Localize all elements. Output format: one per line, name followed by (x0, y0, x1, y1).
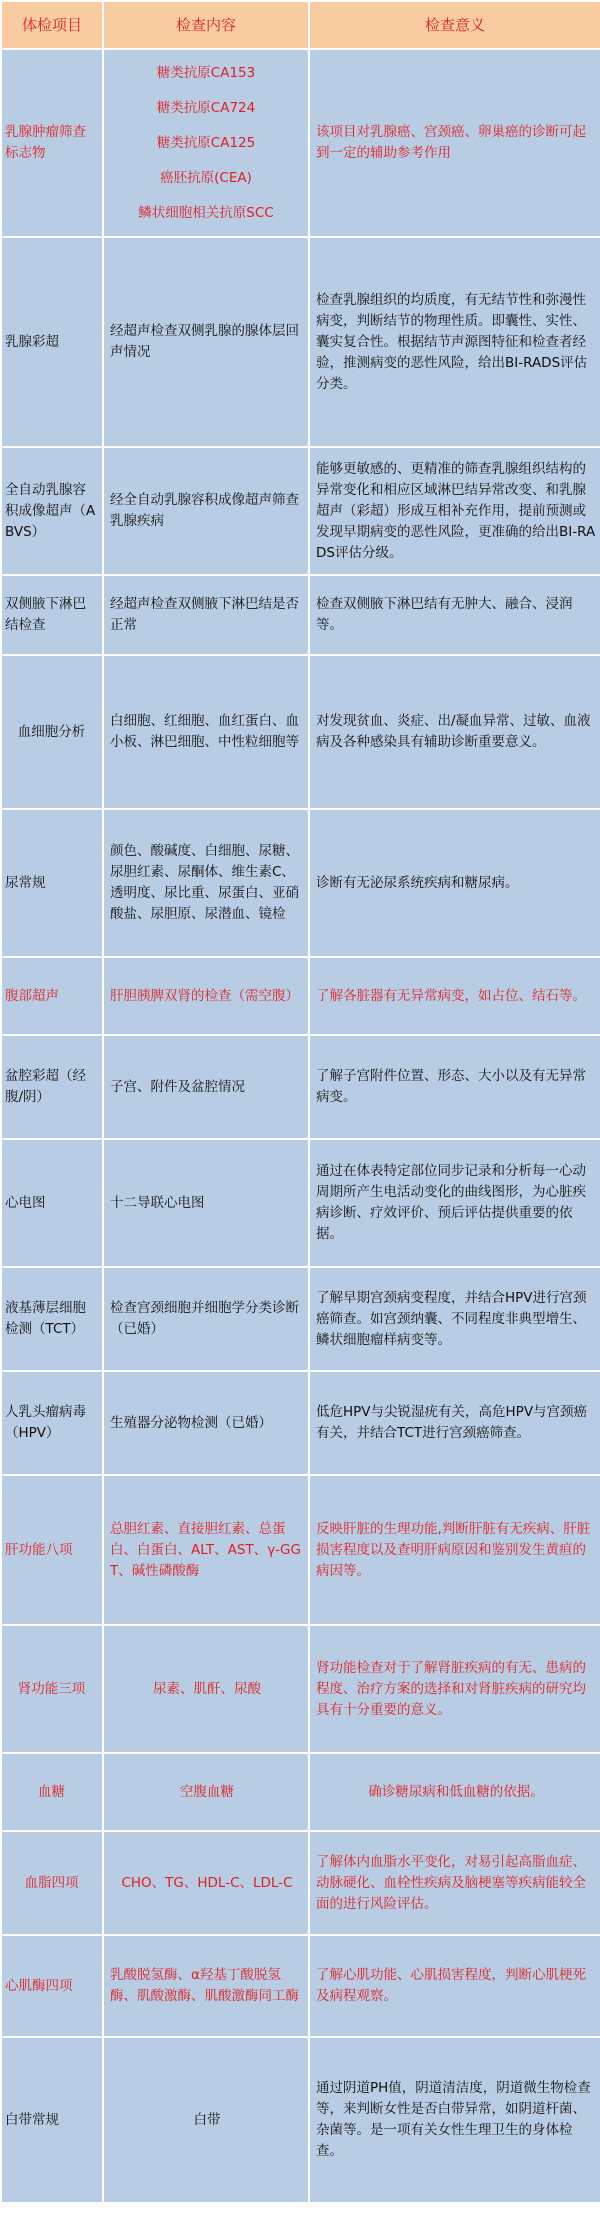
row-item: 血脂四项 (1, 1831, 103, 1935)
table-row (1, 1935, 600, 2037)
row-content: 子宫、附件及盆腔情况 (103, 1035, 309, 1139)
table-row (1, 1371, 600, 1475)
row-item: 血糖 (1, 1753, 103, 1831)
row-content: 十二导联心电图 (103, 1139, 309, 1267)
row-meaning: 诊断有无泌尿系统疾病和糖尿病。 (309, 809, 600, 957)
table-header-row (1, 1, 600, 49)
table-row (1, 1139, 600, 1267)
row-item: 白带常规 (1, 2037, 103, 2203)
table-row (1, 1753, 600, 1831)
tumor-marker: 糖类抗原CA125 (156, 134, 256, 151)
header-item: 体检项目 (1, 1, 103, 49)
row-item: 液基薄层细胞检测（TCT） (1, 1267, 103, 1371)
row-item: 心电图 (1, 1139, 103, 1267)
row-meaning: 了解心肌功能、心肌损害程度，判断心肌梗死及病程观察。 (309, 1935, 600, 2037)
row-item: 双侧腋下淋巴结检查 (1, 575, 103, 655)
row-meaning: 了解各脏器有无异常病变，如占位、结石等。 (309, 957, 600, 1035)
row-meaning: 低危HPV与尖锐湿疣有关，高危HPV与宫颈癌有关，并结合TCT进行宫颈癌筛查。 (309, 1371, 600, 1475)
row-content: 白细胞、红细胞、血红蛋白、血小板、淋巴细胞、中性粒细胞等 (103, 655, 309, 809)
row-item: 肝功能八项 (1, 1475, 103, 1625)
tumor-marker: 鳞状细胞相关抗原SCC (138, 204, 274, 221)
table-row (1, 237, 600, 447)
row-item: 人乳头瘤病毒（HPV） (1, 1371, 103, 1475)
row-item: 肾功能三项 (1, 1625, 103, 1753)
row-meaning: 了解子宫附件位置、形态、大小以及有无异常病变。 (309, 1035, 600, 1139)
row-item: 乳腺肿瘤筛查标志物 (1, 49, 103, 237)
table-row (1, 1475, 600, 1625)
table-row (1, 957, 600, 1035)
row-meaning: 肾功能检查对于了解肾脏疾病的有无、患病的程度、治疗方案的选择和对肾脏疾病的研究均具有十分重要的意义。 (309, 1625, 600, 1753)
table-row (1, 49, 600, 237)
table-row (1, 655, 600, 809)
tumor-marker: 癌胚抗原(CEA) (160, 169, 252, 186)
header-content: 检查内容 (103, 1, 309, 49)
row-item: 盆腔彩超（经腹/阴） (1, 1035, 103, 1139)
row-content: 经超声检查双侧乳腺的腺体层回声情况 (103, 237, 309, 447)
row-meaning: 了解体内血脂水平变化，对易引起高脂血症、动脉硬化、血栓性疾病及脑梗塞等疾病能较全面的进行风险评估。 (309, 1831, 600, 1935)
row-meaning: 确诊糖尿病和低血糖的依据。 (309, 1753, 600, 1831)
table-row (1, 2037, 600, 2203)
row-item: 血细胞分析 (1, 655, 103, 809)
table-row (1, 1267, 600, 1371)
row-content (103, 49, 309, 237)
row-content: 生殖器分泌物检测（已婚） (103, 1371, 309, 1475)
row-content: 白带 (103, 2037, 309, 2203)
row-content: 颜色、酸碱度、白细胞、尿糖、尿胆红素、尿酮体、维生素C、透明度、尿比重、尿蛋白、亚硝酸盐、尿胆原、尿潜血、镜检 (103, 809, 309, 957)
row-content: 经全自动乳腺容积成像超声筛查乳腺疾病 (103, 447, 309, 575)
tumor-marker: 糖类抗原CA153 (156, 64, 256, 81)
table-row (1, 809, 600, 957)
row-content: 空腹血糖 (103, 1753, 309, 1831)
table-row (1, 447, 600, 575)
row-content: 总胆红素、直接胆红素、总蛋白、白蛋白、ALT、AST、γ-GGT、碱性磷酸酶 (103, 1475, 309, 1625)
row-item: 尿常规 (1, 809, 103, 957)
row-content: CHO、TG、HDL-C、LDL-C (103, 1831, 309, 1935)
row-meaning: 通过阴道PH值，阴道清洁度，阴道微生物检查等，来判断女性是否白带异常，如阴道杆菌、杂菌等。是一项有关女性生理卫生的身体检查。 (309, 2037, 600, 2203)
row-meaning: 检查双侧腋下淋巴结有无肿大、融合、浸润等。 (309, 575, 600, 655)
header-meaning: 检查意义 (309, 1, 600, 49)
row-content: 尿素、肌酐、尿酸 (103, 1625, 309, 1753)
row-meaning: 通过在体表特定部位同步记录和分析每一心动周期所产生电活动变化的曲线图形，为心脏疾病诊断、疗效评价、预后评估提供重要的依据。 (309, 1139, 600, 1267)
table-row (1, 1035, 600, 1139)
row-meaning: 反映肝脏的生理功能,判断肝脏有无疾病、肝脏损害程度以及查明肝病原因和鉴别发生黄疸的病因等。 (309, 1475, 600, 1625)
row-content: 经超声检查双侧腋下淋巴结是否正常 (103, 575, 309, 655)
row-content: 乳酸脱氢酶、α羟基丁酸脱氢酶、肌酸激酶、肌酸激酶同工酶 (103, 1935, 309, 2037)
row-item: 心肌酶四项 (1, 1935, 103, 2037)
row-content: 检查宫颈细胞并细胞学分类诊断（已婚） (103, 1267, 309, 1371)
row-content: 肝胆胰脾双肾的检查（需空腹） (103, 957, 309, 1035)
row-item: 全自动乳腺容积成像超声（ABVS） (1, 447, 103, 575)
row-meaning: 检查乳腺组织的均质度，有无结节性和弥漫性病变，判断结节的物理性质。即囊性、实性、囊实复合性。根据结节声源图特征和检查者经验，推测病变的恶性风险，给出BI-RADS评估分类。 (309, 237, 600, 447)
table-row (1, 575, 600, 655)
row-meaning: 能够更敏感的、更精准的筛查乳腺组织结构的异常变化和相应区域淋巴结异常改变、和乳腺超声（彩超）形成互相补充作用，提前预测或发现早期病变的恶性风险，更准确的给出BI-RADS评估分级。 (309, 447, 600, 575)
row-meaning: 该项目对乳腺癌、宫颈癌、卵巢癌的诊断可起到一定的辅助参考作用 (309, 49, 600, 237)
table-row (1, 1831, 600, 1935)
row-meaning: 了解早期宫颈病变程度，并结合HPV进行宫颈癌筛查。如宫颈纳囊、不同程度非典型增生、鳞状细胞瘤样病变等。 (309, 1267, 600, 1371)
table-row (1, 1625, 600, 1753)
row-item: 腹部超声 (1, 957, 103, 1035)
row-meaning: 对发现贫血、炎症、出/凝血异常、过敏、血液病及各种感染具有辅助诊断重要意义。 (309, 655, 600, 809)
tumor-marker: 糖类抗原CA724 (156, 99, 256, 116)
row-item: 乳腺彩超 (1, 237, 103, 447)
